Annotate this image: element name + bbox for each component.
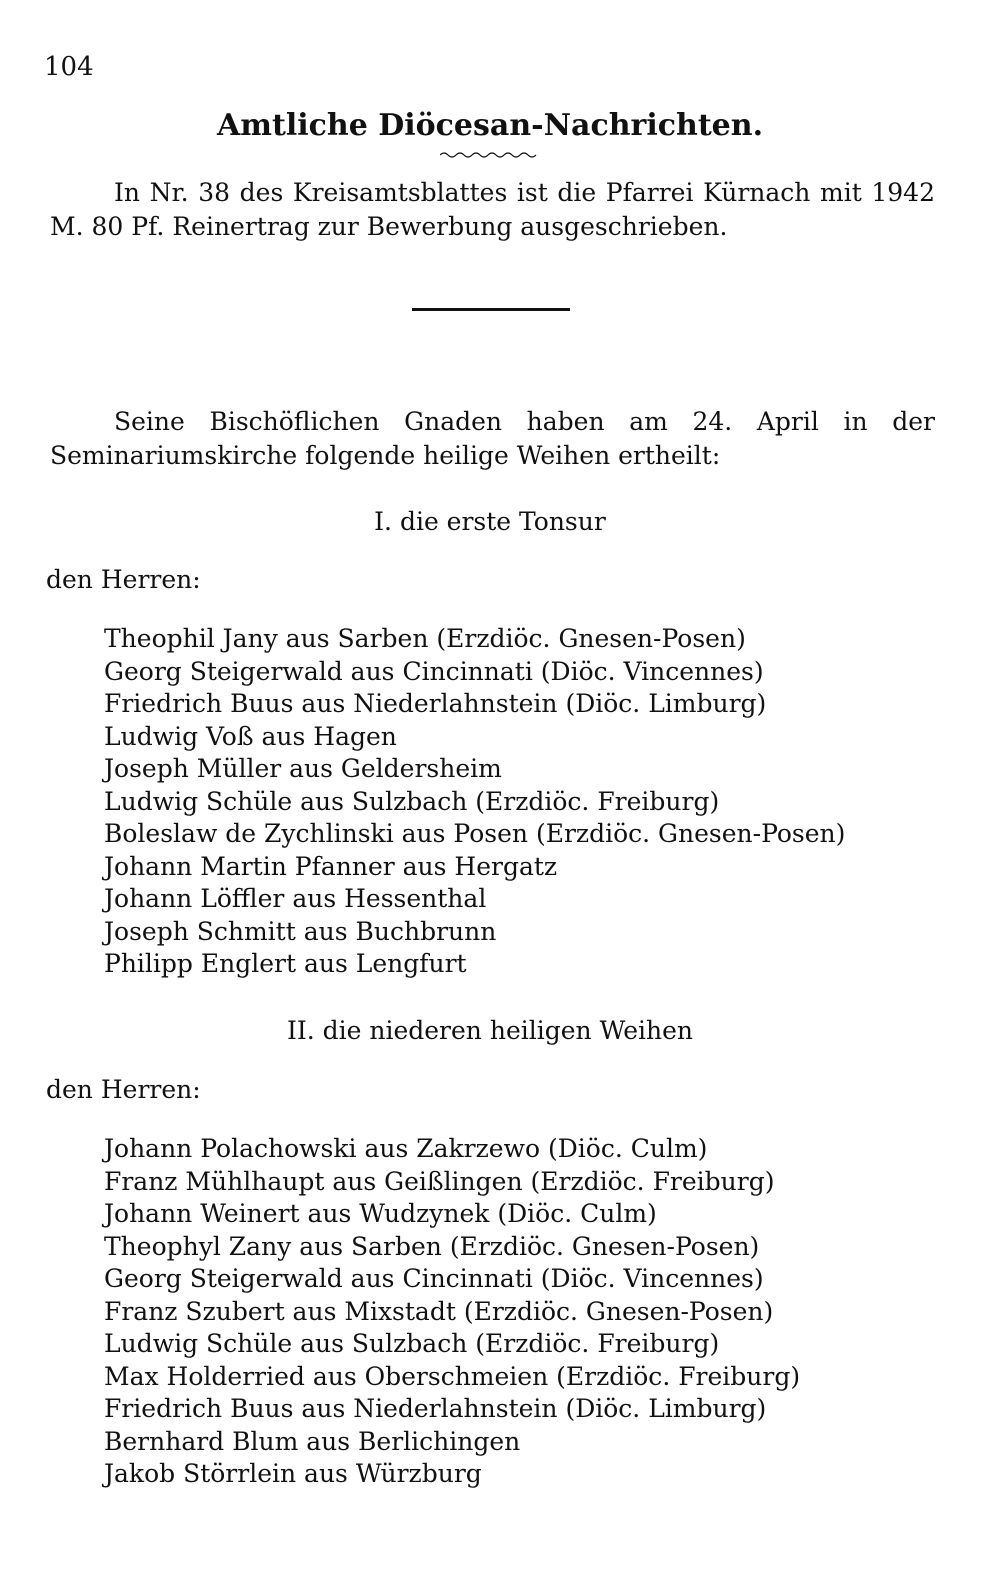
list-item: Johann Weinert aus Wudzynek (Diöc. Culm) [104, 1199, 657, 1228]
list-item: Boleslaw de Zychlinski aus Posen (Erzdiöc. Gnesen-Posen) [104, 819, 846, 848]
list-item: Friedrich Buus aus Niederlahnstein (Diöc. Limburg) [104, 1394, 767, 1423]
list-item: Jakob Störrlein aus Würzburg [104, 1459, 482, 1488]
list-item: Bernhard Blum aus Berlichingen [104, 1426, 521, 1456]
page-heading: Amtliche Diöcesan-Nachrichten. [216, 108, 764, 143]
name-list-minor-orders [104, 1133, 800, 1491]
list-item: Ludwig Voß aus Hagen [104, 721, 397, 751]
herren-label-minor-orders: den Herren: [46, 1075, 201, 1104]
list-item: Joseph Schmitt aus Buchbrunn [104, 916, 497, 946]
list-item: Ludwig Schüle aus Sulzbach (Erzdiöc. Freiburg) [104, 786, 720, 816]
list-item: Friedrich Buus aus Niederlahnstein (Diöc. Limburg) [104, 689, 767, 718]
list-item: Philipp Englert aus Lengfurt [104, 949, 467, 978]
section-divider-rule [412, 308, 570, 311]
list-item: Franz Szubert aus Mixstadt (Erzdiöc. Gnesen-Posen) [104, 1296, 774, 1326]
list-item: Johann Polachowski aus Zakrzewo (Diöc. Culm) [104, 1134, 708, 1163]
page-number: 104 [44, 52, 94, 82]
section-title-tonsure: I. die erste Tonsur [374, 507, 606, 536]
list-item: Johann Löffler aus Hessenthal [104, 884, 487, 913]
name-list-tonsure [104, 623, 845, 981]
list-item: Joseph Müller aus Geldersheim [104, 754, 502, 783]
list-item: Ludwig Schüle aus Sulzbach (Erzdiöc. Freiburg) [104, 1329, 720, 1358]
list-item: Theophyl Zany aus Sarben (Erzdiöc. Gnesen-Posen) [104, 1231, 760, 1261]
announcement-paragraph: In Nr. 38 des Kreisamtsblattes ist die Pfarrei Kürnach mit 1942 M. 80 Pf. Reinertrag zur Bewerbung ausgeschrieben. [50, 178, 935, 241]
section-title-minor-orders: II. die niederen heiligen Weihen [286, 1016, 694, 1045]
list-item: Theophil Jany aus Sarben (Erzdiöc. Gnesen-Posen) [104, 624, 746, 653]
ordination-intro-paragraph: Seine Bischöflichen Gnaden haben am 24. April in der Seminariumskirche folgende heilige Weihen ertheilt: [50, 407, 935, 470]
herren-label-tonsure: den Herren: [46, 565, 201, 594]
list-item: Franz Mühlhaupt aus Geißlingen (Erzdiöc. Freiburg) [104, 1166, 775, 1196]
list-item: Georg Steigerwald aus Cincinnati (Diöc. Vincennes) [104, 656, 764, 686]
list-item: Max Holderried aus Oberschmeien (Erzdiöc. Freiburg) [104, 1361, 801, 1391]
list-item: Johann Martin Pfanner aus Hergatz [104, 851, 558, 881]
list-item: Georg Steigerwald aus Cincinnati (Diöc. Vincennes) [104, 1264, 764, 1293]
decorative-wave-divider [440, 150, 540, 160]
